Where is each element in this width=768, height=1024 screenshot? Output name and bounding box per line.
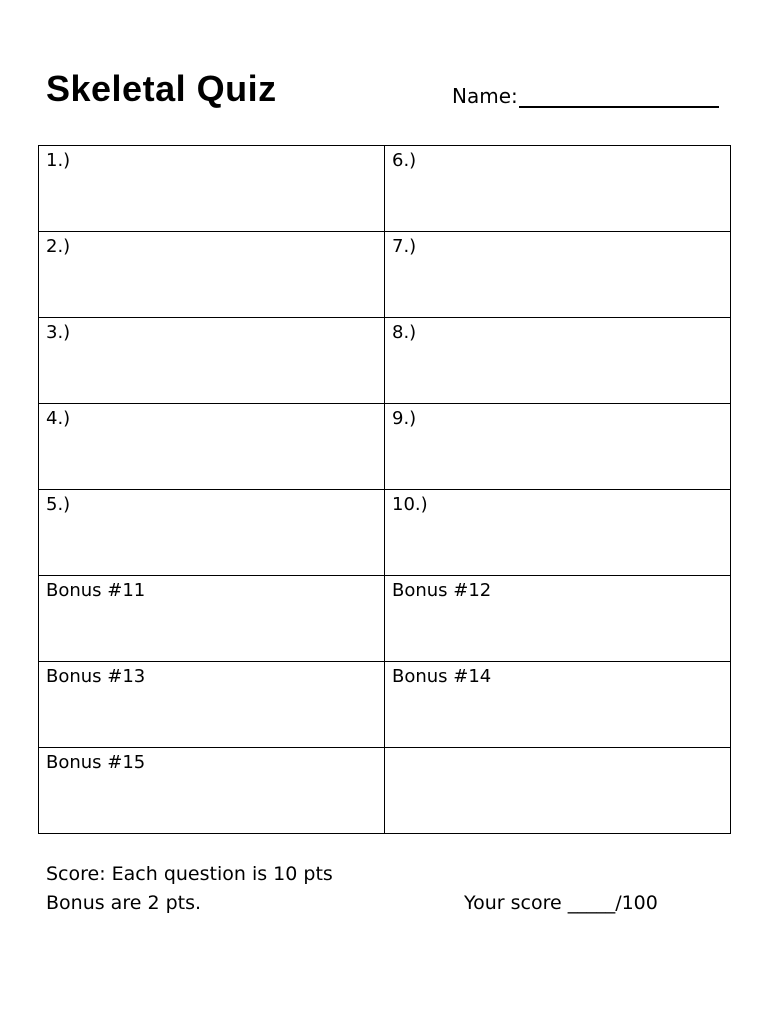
table-row — [39, 662, 731, 748]
table-row — [39, 748, 731, 834]
answer-cell[interactable]: 8.) — [385, 318, 731, 404]
answer-cell[interactable]: 5.) — [39, 490, 385, 576]
score-rule-questions: Score: Each question is 10 pts — [46, 863, 333, 885]
table-row — [39, 318, 731, 404]
answer-cell[interactable]: 3.) — [39, 318, 385, 404]
answer-cell[interactable]: 6.) — [385, 146, 731, 232]
name-label: Name: — [452, 84, 518, 108]
your-score: Your score _____/100 — [464, 892, 658, 914]
table-row — [39, 576, 731, 662]
scoring-info — [46, 860, 333, 918]
answer-grid — [38, 145, 731, 834]
answer-cell[interactable]: 4.) — [39, 404, 385, 490]
score-rule-bonus: Bonus are 2 pts. — [46, 892, 202, 914]
answer-cell[interactable]: 2.) — [39, 232, 385, 318]
bonus-cell[interactable]: Bonus #13 — [39, 662, 385, 748]
empty-cell — [385, 748, 731, 834]
answer-cell[interactable]: 1.) — [39, 146, 385, 232]
bonus-cell[interactable]: Bonus #14 — [385, 662, 731, 748]
bonus-cell[interactable]: Bonus #11 — [39, 576, 385, 662]
name-field[interactable] — [452, 84, 719, 108]
answer-cell[interactable]: 9.) — [385, 404, 731, 490]
table-row — [39, 146, 731, 232]
name-blank-line[interactable] — [519, 86, 719, 108]
bonus-cell[interactable]: Bonus #12 — [385, 576, 731, 662]
table-row — [39, 404, 731, 490]
answer-cell[interactable]: 10.) — [385, 490, 731, 576]
page-title: Skeletal Quiz — [46, 68, 277, 109]
table-row — [39, 232, 731, 318]
answer-cell[interactable]: 7.) — [385, 232, 731, 318]
table-row — [39, 490, 731, 576]
bonus-cell[interactable]: Bonus #15 — [39, 748, 385, 834]
